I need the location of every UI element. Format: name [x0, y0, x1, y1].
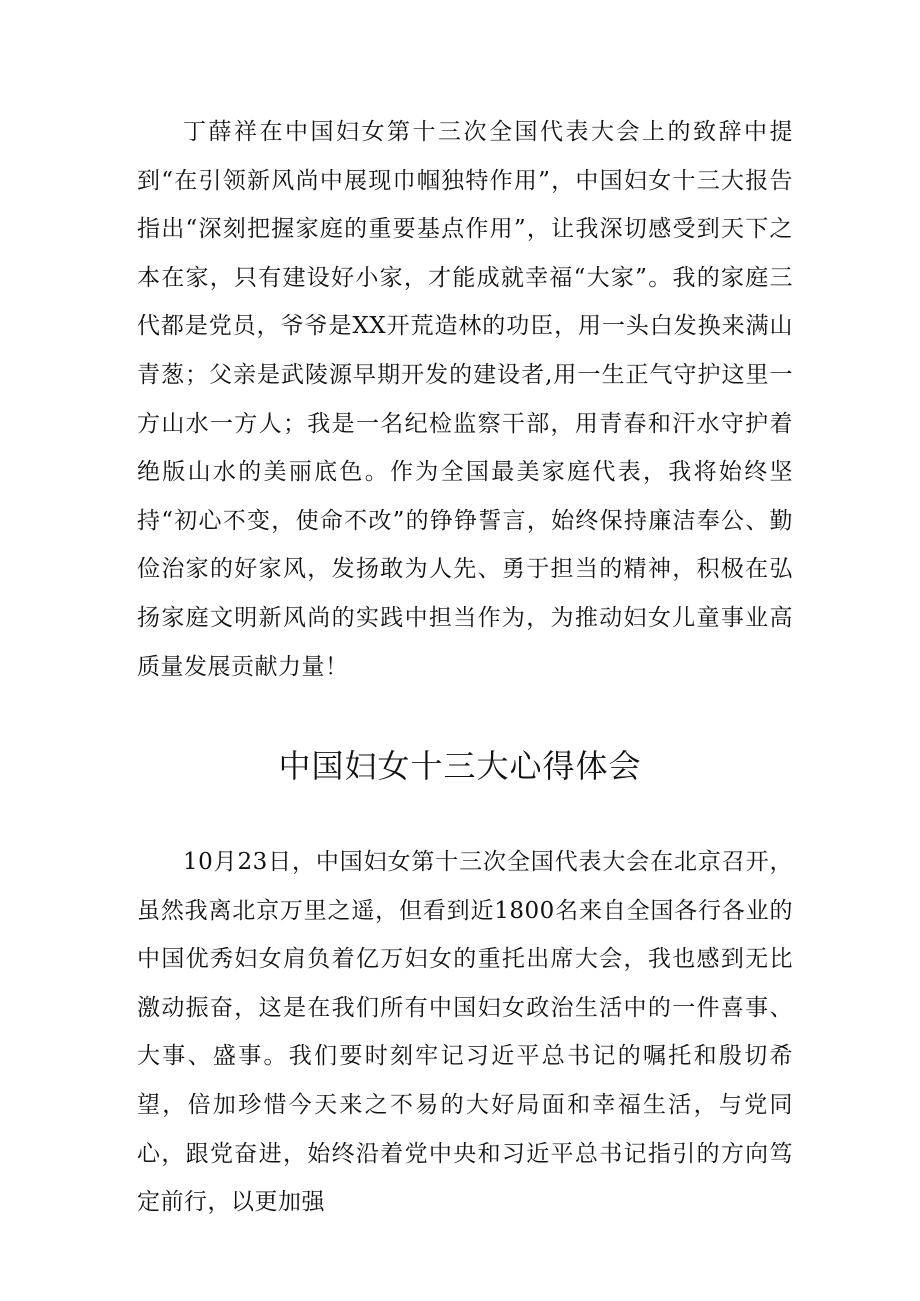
body-paragraph: 10月23日，中国妇女第十三次全国代表大会在北京召开，虽然我离北京万里之遥，但看到近1800名来自全国各行各业的中国优秀妇女肩负着亿万妇女的重托出席大会，我也感到无比激动振奋，这是在我们所有中国妇女政治生活中的一件喜事、大事、盛事。我们要时刻牢记习近平总书记的嘱托和殷切希望，倍加珍惜今天来之不易的大好局面和幸福生活，与党同心，跟党奋进，始终沿着党中央和习近平总书记指引的方向笃定前行，以更加强 [137, 849, 793, 1216]
section-title: 中国妇女十三大心得体会 [278, 747, 642, 785]
body-paragraph: 丁薛祥在中国妇女第十三次全国代表大会上的致辞中提到“在引领新风尚中展现巾帼独特作用”，中国妇女十三大报告指出“深刻把握家庭的重要基点作用”，让我深切感受到天下之本在家，只有建设好小家，才能成就幸福“大家”。我的家庭三代都是党员，爷爷是XX开荒造林的功臣，用一头白发换来满山青葱；父亲是武陵源早期开发的建设者,用一生正气守护这里一方山水一方人；我是一名纪检监察干部，用青春和汗水守护着绝版山水的美丽底色。作为全国最美家庭代表，我将始终坚持“初心不变，使命不改”的铮铮誓言，始终保持廉洁奉公、勤俭治家的好家风，发扬敢为人先、勇于担当的精神，积极在弘扬家庭文明新风尚的实践中担当作为，为推动妇女儿童事业高质量发展贡献力量！ [137, 119, 793, 680]
